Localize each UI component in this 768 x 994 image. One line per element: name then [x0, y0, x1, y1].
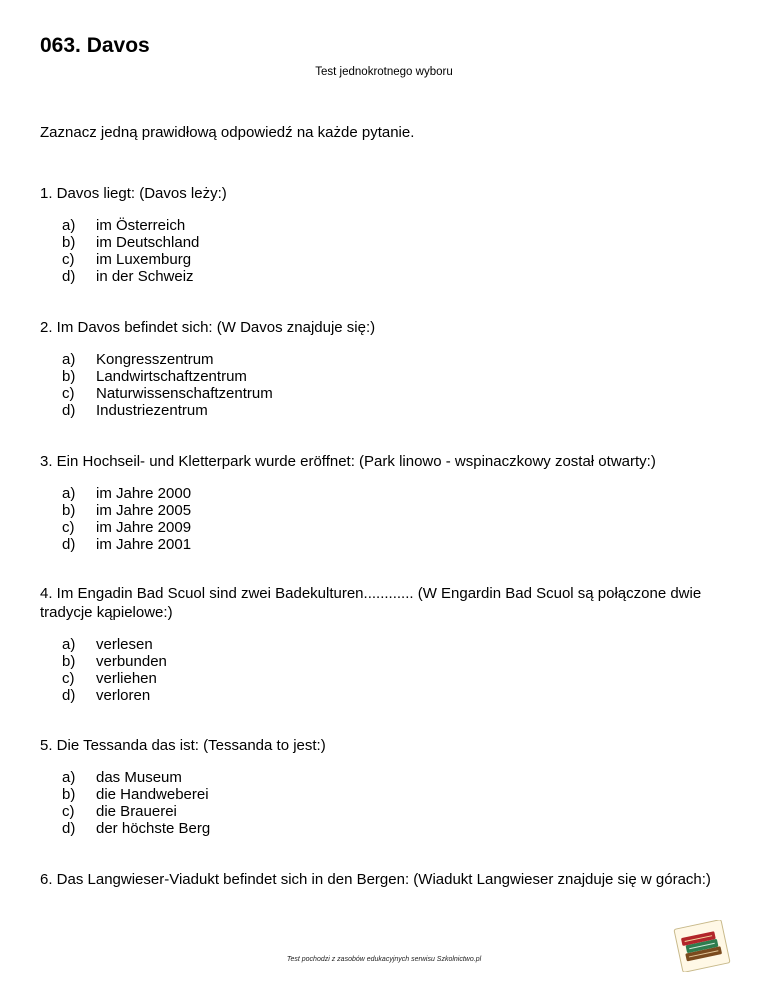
answer-text: Industriezentrum — [96, 402, 208, 419]
answer-option — [62, 234, 730, 251]
answer-option — [62, 368, 730, 385]
answer-option — [62, 485, 730, 502]
books-logo-icon — [672, 920, 732, 972]
question-4 — [40, 584, 730, 704]
answer-letter: c) — [62, 251, 75, 268]
question-1 — [40, 184, 730, 285]
answer-text: verbunden — [96, 653, 167, 670]
answer-letter: d) — [62, 536, 76, 553]
question-text: 5. Die Tessanda das ist: (Tessanda to jest:) — [40, 737, 326, 754]
answer-letter: d) — [62, 687, 76, 704]
answer-text: verliehen — [96, 670, 157, 687]
answer-letter: b) — [62, 502, 76, 519]
answer-text: im Österreich — [96, 217, 186, 234]
answer-text: Kongresszentrum — [96, 351, 214, 368]
answer-text: im Jahre 2000 — [96, 485, 192, 502]
answer-text: das Museum — [96, 769, 182, 786]
answer-letter: a) — [62, 351, 76, 368]
answer-letter: a) — [62, 485, 76, 502]
answer-text: Landwirtschaftzentrum — [96, 368, 247, 385]
answer-letter: d) — [62, 402, 76, 419]
question-6 — [40, 870, 730, 889]
answer-text: verlesen — [96, 636, 153, 653]
answer-option — [62, 251, 730, 268]
question-text: 1. Davos liegt: (Davos leży:) — [40, 185, 227, 202]
question-text: 2. Im Davos befindet sich: (W Davos znajduje się:) — [40, 319, 376, 336]
answer-letter: a) — [62, 636, 76, 653]
answer-option — [62, 769, 730, 786]
answer-letter: a) — [62, 217, 76, 234]
answer-text: im Jahre 2009 — [96, 519, 192, 536]
question-2 — [40, 318, 730, 419]
answer-text: der höchste Berg — [96, 820, 211, 837]
answer-letter: b) — [62, 653, 76, 670]
answer-letter: b) — [62, 234, 76, 251]
answer-text: im Jahre 2005 — [96, 502, 192, 519]
answer-letter: d) — [62, 820, 76, 837]
answer-list — [62, 636, 730, 704]
answer-text: im Luxemburg — [96, 251, 192, 268]
answer-text: in der Schweiz — [96, 268, 194, 285]
question-text: 3. Ein Hochseil- und Kletterpark wurde eröffnet: (Park linowo - wspinaczkowy został otwarty:) — [40, 453, 656, 470]
answer-option — [62, 351, 730, 368]
test-subtitle: Test jednokrotnego wyboru — [315, 66, 453, 78]
answer-option — [62, 536, 730, 553]
answer-text: die Handweberei — [96, 786, 209, 803]
answer-option — [62, 803, 730, 820]
answer-letter: c) — [62, 519, 75, 536]
answer-letter: c) — [62, 803, 75, 820]
question-text: 6. Das Langwieser-Viadukt befindet sich in den Bergen: (Wiadukt Langwieser znajduje się w górach:) — [40, 871, 711, 888]
answer-option — [62, 268, 730, 285]
answer-letter: b) — [62, 368, 76, 385]
answer-letter: b) — [62, 786, 76, 803]
page-title: 063. Davos — [40, 34, 150, 57]
question-3 — [40, 452, 730, 553]
answer-option — [62, 217, 730, 234]
answer-option — [62, 402, 730, 419]
answer-option — [62, 687, 730, 704]
answer-letter: c) — [62, 385, 75, 402]
question-5 — [40, 736, 730, 837]
answer-option — [62, 820, 730, 837]
answer-list — [62, 351, 730, 419]
question-text: 4. Im Engadin Bad Scuol sind zwei Badekulturen............ (W Engardin Bad Scuol są połączone dwie tradycje kąpielowe:) — [40, 585, 702, 621]
answer-option — [62, 653, 730, 670]
answer-text: Naturwissenschaftzentrum — [96, 385, 273, 402]
answer-text: im Deutschland — [96, 234, 200, 251]
answer-text: verloren — [96, 687, 151, 704]
answer-list — [62, 769, 730, 837]
answer-option — [62, 636, 730, 653]
answer-letter: d) — [62, 268, 76, 285]
answer-option — [62, 519, 730, 536]
answer-text: im Jahre 2001 — [96, 536, 192, 553]
answer-option — [62, 502, 730, 519]
answer-list — [62, 485, 730, 553]
answer-letter: c) — [62, 670, 75, 687]
answer-letter: a) — [62, 769, 76, 786]
footer-source: Test pochodzi z zasobów edukacyjnych serwisu Szkolnictwo.pl — [286, 956, 482, 963]
answer-text: die Brauerei — [96, 803, 177, 820]
answer-list — [62, 217, 730, 285]
answer-option — [62, 385, 730, 402]
answer-option — [62, 670, 730, 687]
answer-option — [62, 786, 730, 803]
instruction-text: Zaznacz jedną prawidłową odpowiedź na każde pytanie. — [40, 124, 415, 141]
